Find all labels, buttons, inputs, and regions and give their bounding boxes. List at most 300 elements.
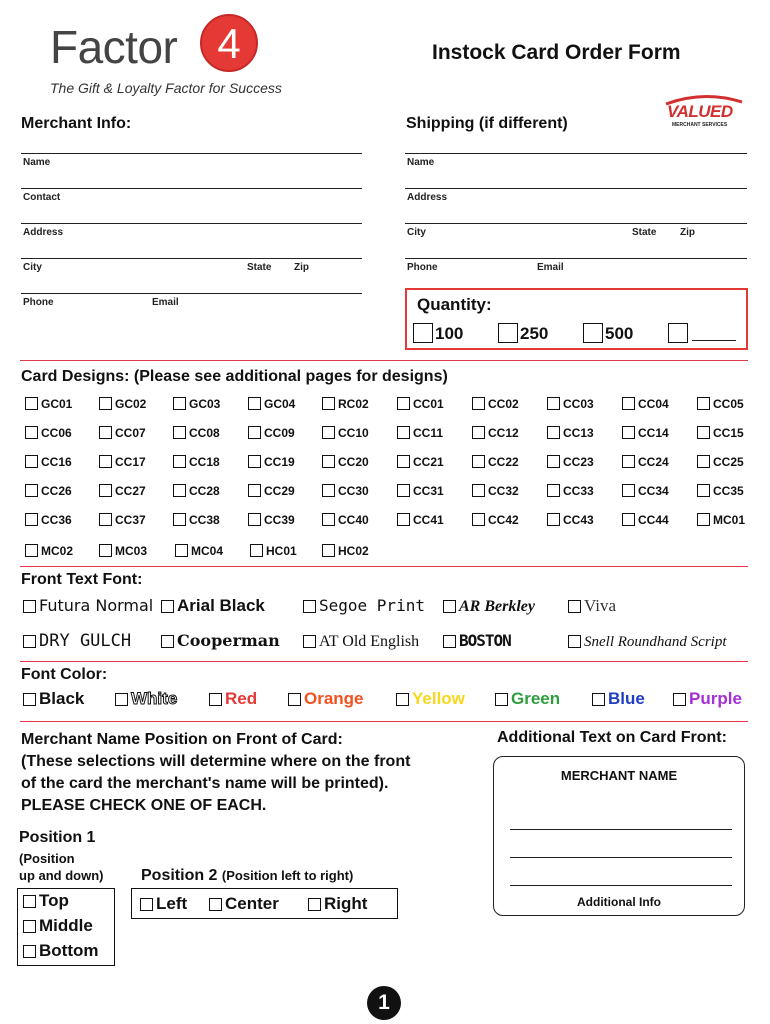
card-design-option-cc42[interactable] <box>472 513 519 527</box>
card-design-option-cc25[interactable] <box>697 455 744 469</box>
card-design-option-gc04[interactable] <box>248 397 295 411</box>
card-design-option-cc16[interactable] <box>25 455 72 469</box>
page-number: 1 <box>378 991 390 1014</box>
shipping-state-label: State <box>632 227 657 238</box>
position-2-title <box>141 867 353 885</box>
quantity-option-custom[interactable] <box>668 323 690 344</box>
checkbox-icon[interactable] <box>25 544 38 557</box>
checkbox-icon[interactable] <box>161 600 174 613</box>
checkbox-icon[interactable] <box>23 635 36 648</box>
card-design-option-cc28[interactable] <box>173 484 220 498</box>
font-color-option-green[interactable] <box>495 689 560 709</box>
card-design-option-cc12[interactable] <box>472 426 519 440</box>
position-1-subtitle-line-2: up and down) <box>19 868 104 883</box>
checkbox-icon[interactable] <box>547 513 560 526</box>
checkbox-icon[interactable] <box>697 484 710 497</box>
card-design-code: CC36 <box>41 513 72 527</box>
front-text-font-heading: Front Text Font: <box>21 571 143 588</box>
card-design-code: MC01 <box>713 513 746 527</box>
shipping-address-line[interactable] <box>405 188 747 189</box>
card-design-option-cc32[interactable] <box>472 484 519 498</box>
shipping-city-label: City <box>407 227 426 238</box>
checkbox-icon[interactable] <box>322 544 335 557</box>
card-design-option-cc23[interactable] <box>547 455 594 469</box>
checkbox-icon[interactable] <box>583 323 603 343</box>
card-design-code: CC39 <box>264 513 295 527</box>
card-design-code: CC42 <box>488 513 519 527</box>
card-design-code: CC21 <box>413 455 444 469</box>
card-design-code: HC02 <box>338 544 369 558</box>
card-design-option-mc02[interactable] <box>25 544 73 558</box>
option-label: Middle <box>39 916 93 935</box>
card-design-option-cc43[interactable] <box>547 513 594 527</box>
checkbox-icon[interactable] <box>209 693 222 706</box>
card-design-code: MC02 <box>41 544 74 558</box>
card-design-option-cc41[interactable] <box>397 513 444 527</box>
checkbox-icon[interactable] <box>209 898 222 911</box>
font-option-cooperman[interactable] <box>161 631 280 651</box>
position-left-option[interactable] <box>140 894 187 914</box>
position-heading-line-4: PLEASE CHECK ONE OF EACH. <box>21 797 267 814</box>
checkbox-icon[interactable] <box>248 455 261 468</box>
card-design-code: CC14 <box>638 426 669 440</box>
checkbox-icon[interactable] <box>248 426 261 439</box>
merchant-email-label: Email <box>152 297 179 308</box>
card-design-option-cc35[interactable] <box>697 484 744 498</box>
card-design-code: CC29 <box>264 484 295 498</box>
font-label: Arial Black <box>177 596 265 615</box>
shipping-heading: Shipping (if different) <box>406 115 568 132</box>
position-2-subtitle: (Position left to right) <box>221 868 354 883</box>
card-design-option-cc37[interactable] <box>99 513 146 527</box>
merchant-city-label: City <box>23 262 42 273</box>
card-design-option-cc19[interactable] <box>248 455 295 469</box>
checkbox-icon[interactable] <box>568 600 581 613</box>
card-design-option-cc01[interactable] <box>397 397 444 411</box>
card-design-code: CC23 <box>563 455 594 469</box>
quantity-label: 500 <box>605 324 634 343</box>
font-option-snell-roundhand[interactable] <box>568 631 727 651</box>
card-design-option-cc33[interactable] <box>547 484 594 498</box>
option-label: Left <box>156 894 188 913</box>
card-design-code: CC30 <box>338 484 369 498</box>
card-design-option-cc29[interactable] <box>248 484 295 498</box>
checkbox-icon[interactable] <box>547 484 560 497</box>
card-design-code: CC27 <box>115 484 146 498</box>
option-label: Center <box>225 894 279 913</box>
card-design-option-gc01[interactable] <box>25 397 72 411</box>
card-design-code: CC16 <box>41 455 72 469</box>
card-design-code: CC33 <box>563 484 594 498</box>
checkbox-icon[interactable] <box>396 693 409 706</box>
additional-line-2[interactable] <box>510 857 732 858</box>
font-color-option-red[interactable] <box>209 689 257 709</box>
card-design-option-cc27[interactable] <box>99 484 146 498</box>
factor4-logo <box>50 14 350 104</box>
option-label: Right <box>324 894 368 913</box>
card-design-option-cc05[interactable] <box>697 397 744 411</box>
checkbox-icon[interactable] <box>668 323 688 343</box>
card-design-option-cc13[interactable] <box>547 426 594 440</box>
merchant-name-line[interactable] <box>21 153 362 154</box>
font-color-label: Purple <box>689 689 742 708</box>
checkbox-icon[interactable] <box>99 455 112 468</box>
card-design-code: GC03 <box>189 397 221 411</box>
checkbox-icon[interactable] <box>472 397 485 410</box>
card-design-option-cc02[interactable] <box>472 397 519 411</box>
logo-number: 4 <box>217 20 241 67</box>
quantity-option-250[interactable] <box>498 323 548 344</box>
card-design-option-cc08[interactable] <box>173 426 220 440</box>
checkbox-icon[interactable] <box>173 397 186 410</box>
card-design-code: CC31 <box>413 484 444 498</box>
font-option-futura[interactable] <box>23 596 153 616</box>
card-design-code: CC19 <box>264 455 295 469</box>
shipping-email-label: Email <box>537 262 564 273</box>
checkbox-icon[interactable] <box>23 600 36 613</box>
font-color-label: White <box>131 689 178 708</box>
checkbox-icon[interactable] <box>140 898 153 911</box>
card-design-code: MC03 <box>115 544 148 558</box>
card-design-option-cc24[interactable] <box>622 455 669 469</box>
font-label: Cooperman <box>177 631 280 650</box>
font-color-label: Yellow <box>412 689 465 708</box>
additional-info-label: Additional Info <box>577 895 661 909</box>
font-label: DRY GULCH <box>39 631 132 651</box>
quantity-label: 100 <box>435 324 464 343</box>
card-design-code: CC32 <box>488 484 519 498</box>
merchant-name-label: Name <box>23 157 51 168</box>
checkbox-icon[interactable] <box>397 513 410 526</box>
position-middle-option[interactable] <box>23 916 93 936</box>
checkbox-icon[interactable] <box>622 455 635 468</box>
card-design-option-hc02[interactable] <box>322 544 369 558</box>
font-option-segoe-print[interactable] <box>303 596 425 616</box>
card-design-option-cc36[interactable] <box>25 513 72 527</box>
checkbox-icon[interactable] <box>25 484 38 497</box>
font-color-label: Red <box>225 689 258 708</box>
card-design-option-gc02[interactable] <box>99 397 146 411</box>
card-design-option-cc34[interactable] <box>622 484 669 498</box>
card-design-code: CC15 <box>713 426 744 440</box>
card-design-code: CC12 <box>488 426 519 440</box>
checkbox-icon[interactable] <box>622 513 635 526</box>
card-design-option-cc09[interactable] <box>248 426 295 440</box>
card-design-option-cc39[interactable] <box>248 513 295 527</box>
card-design-code: CC03 <box>563 397 594 411</box>
valued-sub: MERCHANT SERVICES <box>672 122 728 128</box>
checkbox-icon[interactable] <box>161 635 174 648</box>
card-design-code: CC26 <box>41 484 72 498</box>
card-design-code: CC34 <box>638 484 669 498</box>
valued-name: VALUED <box>667 102 733 121</box>
card-design-option-cc15[interactable] <box>697 426 744 440</box>
quantity-custom-line[interactable] <box>692 340 736 341</box>
checkbox-icon[interactable] <box>697 513 710 526</box>
checkbox-icon[interactable] <box>173 513 186 526</box>
font-color-label: Black <box>39 689 85 708</box>
font-label: Snell Roundhand Script <box>584 634 727 650</box>
logo-number-badge <box>200 14 258 72</box>
font-option-boston[interactable] <box>443 631 511 651</box>
card-design-option-cc21[interactable] <box>397 455 444 469</box>
checkbox-icon[interactable] <box>248 397 261 410</box>
font-option-ar-berkley[interactable] <box>443 596 535 616</box>
page-number-badge <box>367 986 401 1020</box>
checkbox-icon[interactable] <box>397 455 410 468</box>
font-color-option-yellow[interactable] <box>396 689 465 709</box>
checkbox-icon[interactable] <box>697 426 710 439</box>
checkbox-icon[interactable] <box>443 600 456 613</box>
checkbox-icon[interactable] <box>99 426 112 439</box>
card-design-code: MC04 <box>191 544 224 558</box>
card-design-code: CC11 <box>413 426 444 440</box>
card-design-code: CC22 <box>488 455 519 469</box>
checkbox-icon[interactable] <box>322 513 335 526</box>
card-design-option-cc30[interactable] <box>322 484 369 498</box>
checkbox-icon[interactable] <box>322 455 335 468</box>
merchant-contact-label: Contact <box>23 192 61 203</box>
checkbox-icon[interactable] <box>472 513 485 526</box>
position-heading-line-2: (These selections will determine where on the front <box>21 753 411 770</box>
checkbox-icon[interactable] <box>498 323 518 343</box>
card-design-code: CC06 <box>41 426 72 440</box>
card-design-code: CC01 <box>413 397 444 411</box>
merchant-phone-label: Phone <box>23 297 54 308</box>
additional-line-1[interactable] <box>510 829 732 830</box>
checkbox-icon[interactable] <box>397 484 410 497</box>
position-1-subtitle <box>19 850 103 884</box>
checkbox-icon[interactable] <box>568 635 581 648</box>
quantity-option-500[interactable] <box>583 323 633 344</box>
checkbox-icon[interactable] <box>248 484 261 497</box>
card-design-code: CC17 <box>115 455 146 469</box>
card-design-option-cc04[interactable] <box>622 397 669 411</box>
additional-line-3[interactable] <box>510 885 732 886</box>
checkbox-icon[interactable] <box>303 635 316 648</box>
checkbox-icon[interactable] <box>25 397 38 410</box>
shipping-phone-label: Phone <box>407 262 438 273</box>
checkbox-icon[interactable] <box>592 693 605 706</box>
position-top-option[interactable] <box>23 891 69 911</box>
checkbox-icon[interactable] <box>303 600 316 613</box>
card-design-code: CC24 <box>638 455 669 469</box>
font-label: Segoe Print <box>319 596 425 615</box>
merchant-contact-line[interactable] <box>21 188 362 189</box>
checkbox-icon[interactable] <box>99 544 112 557</box>
card-design-option-cc03[interactable] <box>547 397 594 411</box>
checkbox-icon[interactable] <box>115 693 128 706</box>
card-design-option-cc17[interactable] <box>99 455 146 469</box>
divider <box>20 661 748 662</box>
card-design-option-cc26[interactable] <box>25 484 72 498</box>
card-design-code: CC38 <box>189 513 220 527</box>
checkbox-icon[interactable] <box>99 513 112 526</box>
card-front-preview <box>493 756 745 916</box>
checkbox-icon[interactable] <box>308 898 321 911</box>
card-design-option-hc01[interactable] <box>250 544 297 558</box>
checkbox-icon[interactable] <box>547 455 560 468</box>
position-center-option[interactable] <box>209 894 279 914</box>
font-label: Viva <box>584 596 617 615</box>
checkbox-icon[interactable] <box>99 397 112 410</box>
checkbox-icon[interactable] <box>288 693 301 706</box>
card-design-option-gc03[interactable] <box>173 397 220 411</box>
quantity-box <box>405 288 748 350</box>
font-color-option-blue[interactable] <box>592 689 645 709</box>
card-design-code: CC10 <box>338 426 369 440</box>
card-design-code: CC02 <box>488 397 519 411</box>
font-label: Futura Normal <box>39 596 154 615</box>
font-color-heading: Font Color: <box>21 666 108 683</box>
merchant-address-line[interactable] <box>21 223 362 224</box>
checkbox-icon[interactable] <box>23 920 36 933</box>
position-2-title-text: Position 2 <box>141 867 218 884</box>
merchant-phone-line[interactable] <box>21 293 362 294</box>
card-design-code: CC44 <box>638 513 669 527</box>
card-design-code: GC01 <box>41 397 73 411</box>
checkbox-icon[interactable] <box>472 426 485 439</box>
card-design-option-cc06[interactable] <box>25 426 72 440</box>
checkbox-icon[interactable] <box>413 323 433 343</box>
position-heading <box>21 729 410 817</box>
position-heading-line-1: Merchant Name Position on Front of Card: <box>21 731 343 748</box>
card-design-option-cc44[interactable] <box>622 513 669 527</box>
font-option-arial-black[interactable] <box>161 596 265 616</box>
font-color-option-black[interactable] <box>23 689 84 709</box>
card-design-option-cc22[interactable] <box>472 455 519 469</box>
checkbox-icon[interactable] <box>25 513 38 526</box>
font-label: BOSTON <box>459 631 511 650</box>
card-design-option-cc40[interactable] <box>322 513 369 527</box>
checkbox-icon[interactable] <box>99 484 112 497</box>
checkbox-icon[interactable] <box>173 484 186 497</box>
divider <box>20 721 748 722</box>
font-label: AR Berkley <box>459 598 535 615</box>
position-bottom-option[interactable] <box>23 941 98 961</box>
quantity-label: 250 <box>520 324 549 343</box>
card-design-option-cc38[interactable] <box>173 513 220 527</box>
card-design-code: CC28 <box>189 484 220 498</box>
card-design-option-mc01[interactable] <box>697 513 745 527</box>
logo-tagline: The Gift & Loyalty Factor for Success <box>50 80 282 96</box>
checkbox-icon[interactable] <box>23 945 36 958</box>
checkbox-icon[interactable] <box>443 635 456 648</box>
quantity-option-100[interactable] <box>413 323 463 344</box>
checkbox-icon[interactable] <box>23 895 36 908</box>
card-design-code: CC43 <box>563 513 594 527</box>
card-design-code: GC04 <box>264 397 296 411</box>
checkbox-icon[interactable] <box>472 455 485 468</box>
shipping-name-line[interactable] <box>405 153 747 154</box>
card-design-option-mc03[interactable] <box>99 544 147 558</box>
position-2-box <box>131 888 398 919</box>
merchant-address-label: Address <box>23 227 64 238</box>
merchant-info-heading: Merchant Info: <box>21 115 132 132</box>
card-design-option-cc14[interactable] <box>622 426 669 440</box>
shipping-zip-label: Zip <box>680 227 695 238</box>
card-design-code: CC04 <box>638 397 669 411</box>
valued-logo <box>664 94 744 130</box>
checkbox-icon[interactable] <box>175 544 188 557</box>
position-1-subtitle-line-1: (Position <box>19 851 75 866</box>
checkbox-icon[interactable] <box>173 426 186 439</box>
font-color-label: Green <box>511 689 561 708</box>
checkbox-icon[interactable] <box>472 484 485 497</box>
card-design-code: RC02 <box>338 397 369 411</box>
shipping-city-line[interactable] <box>405 223 747 224</box>
position-right-option[interactable] <box>308 894 367 914</box>
card-design-code: CC08 <box>189 426 220 440</box>
card-design-code: CC07 <box>115 426 146 440</box>
card-design-code: CC13 <box>563 426 594 440</box>
card-design-option-mc04[interactable] <box>175 544 223 558</box>
checkbox-icon[interactable] <box>322 426 335 439</box>
font-option-dry-gulch[interactable] <box>23 631 131 651</box>
checkbox-icon[interactable] <box>697 397 710 410</box>
font-option-old-english[interactable] <box>303 631 419 651</box>
card-design-code: CC25 <box>713 455 744 469</box>
checkbox-icon[interactable] <box>697 455 710 468</box>
checkbox-icon[interactable] <box>322 484 335 497</box>
checkbox-icon[interactable] <box>673 693 686 706</box>
card-design-option-cc31[interactable] <box>397 484 444 498</box>
card-design-option-cc18[interactable] <box>173 455 220 469</box>
merchant-state-label: State <box>247 262 272 273</box>
shipping-address-label: Address <box>407 192 448 203</box>
card-design-option-rc02[interactable] <box>322 397 369 411</box>
card-design-code: CC35 <box>713 484 744 498</box>
checkbox-icon[interactable] <box>622 426 635 439</box>
logo-word: Factor <box>50 21 178 73</box>
merchant-city-line[interactable] <box>21 258 362 259</box>
checkbox-icon[interactable] <box>322 397 335 410</box>
card-design-option-cc10[interactable] <box>322 426 369 440</box>
merchant-name-placeholder: MERCHANT NAME <box>560 768 678 783</box>
quantity-heading: Quantity: <box>417 295 492 314</box>
checkbox-icon[interactable] <box>173 455 186 468</box>
divider <box>20 360 748 361</box>
checkbox-icon[interactable] <box>622 484 635 497</box>
card-design-option-cc07[interactable] <box>99 426 146 440</box>
font-option-viva[interactable] <box>568 596 616 616</box>
checkbox-icon[interactable] <box>250 544 263 557</box>
card-design-code: CC05 <box>713 397 744 411</box>
checkbox-icon[interactable] <box>495 693 508 706</box>
font-color-option-orange[interactable] <box>288 689 364 709</box>
card-design-code: CC41 <box>413 513 444 527</box>
checkbox-icon[interactable] <box>25 426 38 439</box>
checkbox-icon[interactable] <box>23 693 36 706</box>
font-color-option-white[interactable] <box>115 689 177 709</box>
font-color-label: Blue <box>608 689 645 708</box>
checkbox-icon[interactable] <box>397 426 410 439</box>
card-design-option-cc11[interactable] <box>397 426 443 440</box>
checkbox-icon[interactable] <box>622 397 635 410</box>
checkbox-icon[interactable] <box>547 426 560 439</box>
card-design-code: HC01 <box>266 544 297 558</box>
font-color-option-purple[interactable] <box>673 689 742 709</box>
merchant-zip-label: Zip <box>294 262 309 273</box>
checkbox-icon[interactable] <box>248 513 261 526</box>
shipping-phone-line[interactable] <box>405 258 747 259</box>
checkbox-icon[interactable] <box>547 397 560 410</box>
checkbox-icon[interactable] <box>397 397 410 410</box>
form-title: Instock Card Order Form <box>432 41 681 64</box>
checkbox-icon[interactable] <box>25 455 38 468</box>
position-heading-line-3: of the card the merchant's name will be printed). <box>21 775 389 792</box>
card-design-option-cc20[interactable] <box>322 455 369 469</box>
